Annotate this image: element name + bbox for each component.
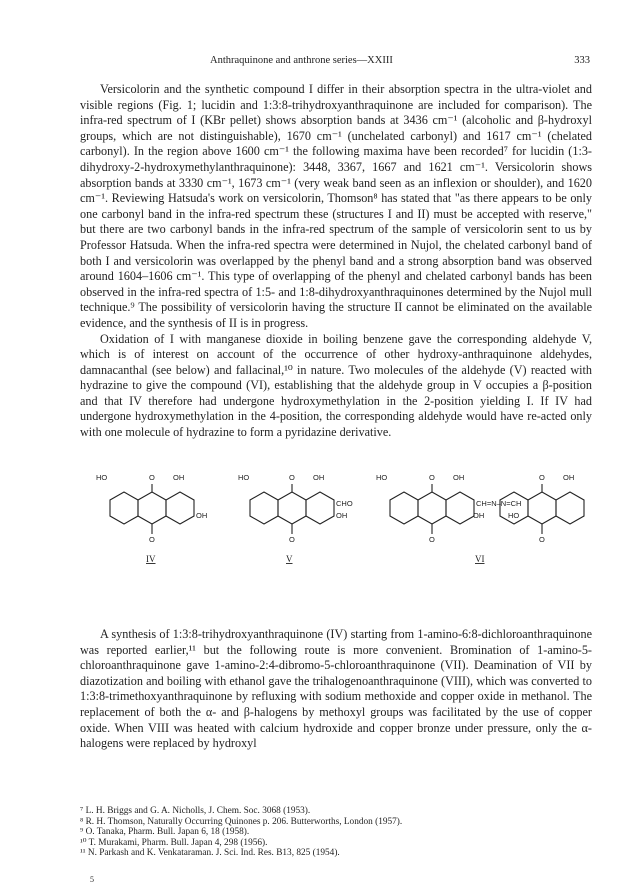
- page-footer-mark: 5: [90, 875, 94, 884]
- group-label: O: [539, 535, 545, 544]
- compound-label-v: V: [286, 554, 293, 564]
- group-label: HO: [508, 511, 520, 520]
- footnote: ⁹ O. Tanaka, Pharm. Bull. Japan 6, 18 (1958).: [80, 827, 250, 837]
- group-label: O: [539, 473, 545, 482]
- paragraph: A synthesis of 1:3:8-trihydroxyanthraquinone (IV) starting from 1-amino-6:8-dichloroanthraquinone was reported earlier,¹¹ but the following route is more convenient. Bromination of 1-amino-5-chloroanthraquinone gave 1-amino-2:4-dibromo-5-chloroanthraquinone (VII). Deamination of VII by diazotization and boiling with ethanol gave the trihalogenoanthraquinone (VIII), which was converted to 1:3:8-trimethoxyanthraquinone by refluxing with sodium methoxide and copper oxide in methanol. The replacement of both the α- and β-halogens by methoxyl groups was facilitated by the use of copper oxide. When VIII was heated with calcium hydroxide and copper bronze under pressure, only the α-halogens were replaced by hydroxyl: [80, 627, 592, 751]
- group-label: OH: [196, 511, 208, 520]
- structure-vi-right: [500, 484, 584, 534]
- group-label: O: [149, 535, 155, 544]
- footnote: ⁸ R. H. Thomson, Naturally Occurring Quinones p. 206. Butterworths, London (1957).: [80, 816, 403, 827]
- page-number: 333: [574, 55, 590, 66]
- structure-iv: [110, 484, 194, 534]
- group-label: OH: [313, 473, 325, 482]
- chemical-structures: [80, 450, 592, 610]
- group-label: OH: [173, 473, 185, 482]
- compound-label-iv: IV: [146, 554, 156, 564]
- body-text-bottom: [80, 627, 592, 752]
- group-label: CHO: [336, 499, 353, 508]
- group-label: O: [289, 473, 295, 482]
- group-label: OH: [473, 511, 485, 520]
- running-title: Anthraquinone and anthrone series—XXIII: [210, 55, 393, 66]
- group-label: OH: [336, 511, 348, 520]
- paragraph: Oxidation of I with manganese dioxide in boiling benzene gave the corresponding aldehyde V, which is of interest on account of the occurrence of other hydroxy-anthraquinone aldehydes, damnacanthal (see below) and fallacinal,¹⁰ in nature. Two molecules of the aldehyde (V) reacted with hydrazine to give the compound (VI), establishing that the aldehyde group in V occupies a β-position and that IV therefore had undergone hydroxymethylation in the 2-position yielding I. If IV had undergone hydroxymethylation in the 4-position, the corresponding aldehyde would have re-acted only with one molecule of hydrazine to form a pyridazine derivative.: [80, 331, 592, 440]
- body-text-top: [80, 82, 592, 441]
- compound-label-vi: VI: [475, 554, 485, 564]
- group-label: OH: [563, 473, 575, 482]
- group-label: HO: [96, 473, 108, 482]
- footnote: ¹¹ N. Parkash and K. Venkataraman. J. Sci. Ind. Res. B13, 825 (1954).: [80, 848, 340, 858]
- group-label: OH: [453, 473, 465, 482]
- group-label: O: [429, 535, 435, 544]
- footnote: ⁷ L. H. Briggs and G. A. Nicholls, J. Chem. Soc. 3068 (1953).: [80, 806, 311, 816]
- structure-v: [250, 484, 334, 534]
- footnote: ¹⁰ T. Murakami, Pharm. Bull. Japan 4, 298 (1956).: [80, 837, 268, 848]
- group-label: HO: [376, 473, 388, 482]
- running-header: [80, 55, 590, 69]
- structure-vi-left: [390, 484, 474, 534]
- paragraph: Versicolorin and the synthetic compound I differ in their absorption spectra in the ultra-violet and visible regions (Fig. 1; lucidin and 1:3:8-trihydroxyanthraquinone are included for comparison). The infra-red spectrum of I (KBr pellet) shows absorption bands at 3436 cm⁻¹ (alcoholic and β-hydroxyl groups, which are not distinguishable), 1670 cm⁻¹ (unchelated carbonyl) and 1617 cm⁻¹ (chelated carbonyl). In the region above 1600 cm⁻¹ the following maxima have been recorded⁷ for lucidin (1:3-dihydroxy-2-hydroxymethylanthraquinone): 3448, 3367, 1667 and 1621 cm⁻¹. Versicolorin shows absorption bands at 3330 cm⁻¹, 1673 cm⁻¹ (very weak band seen as an inflexion or shoulder), and 1620 cm⁻¹. Reviewing Hatsuda's work on versicolorin, Thomson⁸ has stated that "as there appears to be only one carbonyl band in the infra-red spectrum these (structures I and II) must be accepted with reserve," but there are two carbonyl bands in the infra-red spectrum of the sample of versicolorin sent to us by Professor Hatsuda. When the infra-red spectra were determined in Nujol, the chelated carbonyl band of both I and versicolorin was overlapped by the phenyl band and a strong absorption band was observed around 1604–1606 cm⁻¹. This type of overlapping of the phenyl and chelated carbonyl bands has been observed in the infra-red spectra of 1:5- and 1:8-dihydroxyanthraquinones determined by the Nujol mull technique.⁹ The possibility of versicolorin having the structure II cannot be eliminated on the available evidence, and the synthesis of II is in progress.: [80, 82, 592, 330]
- group-label: HO: [238, 473, 250, 482]
- group-label: O: [149, 473, 155, 482]
- group-label: O: [429, 473, 435, 482]
- group-label: O: [289, 535, 295, 544]
- group-label: CH=N–N=CH: [476, 499, 522, 508]
- footnotes: [80, 806, 592, 859]
